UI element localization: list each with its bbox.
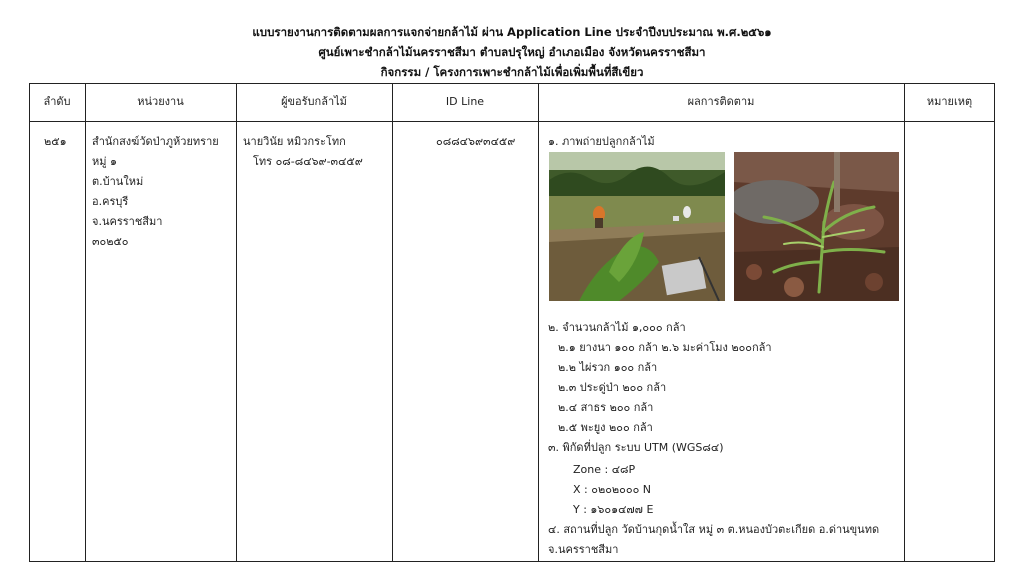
- header-row-divider: [29, 121, 995, 122]
- row-number: ๒๕๑: [44, 135, 67, 148]
- column-divider: [236, 83, 237, 562]
- agency-line: สำนักสงฆ์วัดป่าภูห้วยทราย: [92, 135, 219, 148]
- column-divider: [904, 83, 905, 562]
- column-header-id-line: ID Line: [445, 95, 485, 108]
- column-header-remark: หมายเหตุ: [926, 95, 973, 108]
- utm-zone: Zone : ๔๘P: [573, 463, 636, 476]
- field-photo-art: [549, 152, 725, 301]
- column-divider: [392, 83, 393, 562]
- utm-x: X : ๐๒๐๒๐๐๐ N: [573, 483, 652, 496]
- column-divider: [538, 83, 539, 562]
- planting-location: ๔. สถานที่ปลูก วัดบ้านกุดน้ำใส หมู่ ๓ ต.หนองบัวตะเกียด อ.ด่านขุนทด: [548, 523, 880, 536]
- species-item: ๒.๒ ไผ่รวก ๑๐๐ กล้า: [558, 361, 658, 374]
- planting-photo-seedling: [734, 152, 899, 301]
- species-item: ๒.๔ สาธร ๒๐๐ กล้า: [558, 401, 654, 414]
- report-subtitle-activity: กิจกรรม / โครงการเพาะชำกล้าไม้เพื่อเพิ่มพื้นที่สีเขียว: [380, 65, 644, 79]
- coordinate-heading: ๓. พิกัดที่ปลูก ระบบ UTM (WGS๘๔): [548, 441, 724, 454]
- planting-location-province: จ.นครราชสีมา: [548, 543, 619, 556]
- agency-line: หมู่ ๑: [92, 155, 117, 168]
- column-header-no: ลำดับ: [43, 95, 71, 108]
- column-header-result: ผลการติดตาม: [687, 95, 755, 108]
- agency-line: ต.บ้านใหม่: [92, 175, 144, 188]
- column-divider: [85, 83, 86, 562]
- column-header-agency: หน่วยงาน: [137, 95, 184, 108]
- report-title: แบบรายงานการติดตามผลการแจกจ่ายกล้าไม้ ผ่าน Application Line ประจำปีงบประมาณ พ.ศ.๒๕๖๑: [252, 25, 772, 39]
- species-item: ๒.๓ ประดู่ป่า ๒๐๐ กล้า: [558, 381, 667, 394]
- report-subtitle-center: ศูนย์เพาะชำกล้าไม้นครราชสีมา ตำบลปรุใหญ่ อำเภอเมือง จังหวัดนครราชสีมา: [318, 45, 706, 59]
- species-item: ๒.๑ ยางนา ๑๐๐ กล้า ๒.๖ มะค่าโมง ๒๐๐กล้า: [558, 341, 772, 354]
- column-header-recipient: ผู้ขอรับกล้าไม้: [281, 95, 347, 108]
- recipient-name: นายวินัย หมิวกระโทก: [243, 135, 346, 148]
- agency-line: จ.นครราชสีมา: [92, 215, 163, 228]
- id-line-value: ๐๘๘๔๖๙๓๔๕๙: [436, 135, 516, 148]
- recipient-phone: โทร ๐๘-๘๔๖๙-๓๔๕๙: [253, 155, 363, 168]
- species-item: ๒.๕ พะยูง ๒๐๐ กล้า: [558, 421, 653, 434]
- seedling-photo-art: [734, 152, 899, 301]
- agency-line: ๓๐๒๕๐: [92, 235, 129, 248]
- planting-photo-field: [549, 152, 725, 301]
- seedling-count: ๒. จำนวนกล้าไม้ ๑,๐๐๐ กล้า: [548, 321, 686, 334]
- photo-heading: ๑. ภาพถ่ายปลูกกล้าไม้: [548, 135, 655, 148]
- agency-line: อ.ครบุรี: [92, 195, 129, 208]
- utm-y: Y : ๑๖๐๑๔๗๗ E: [573, 503, 654, 516]
